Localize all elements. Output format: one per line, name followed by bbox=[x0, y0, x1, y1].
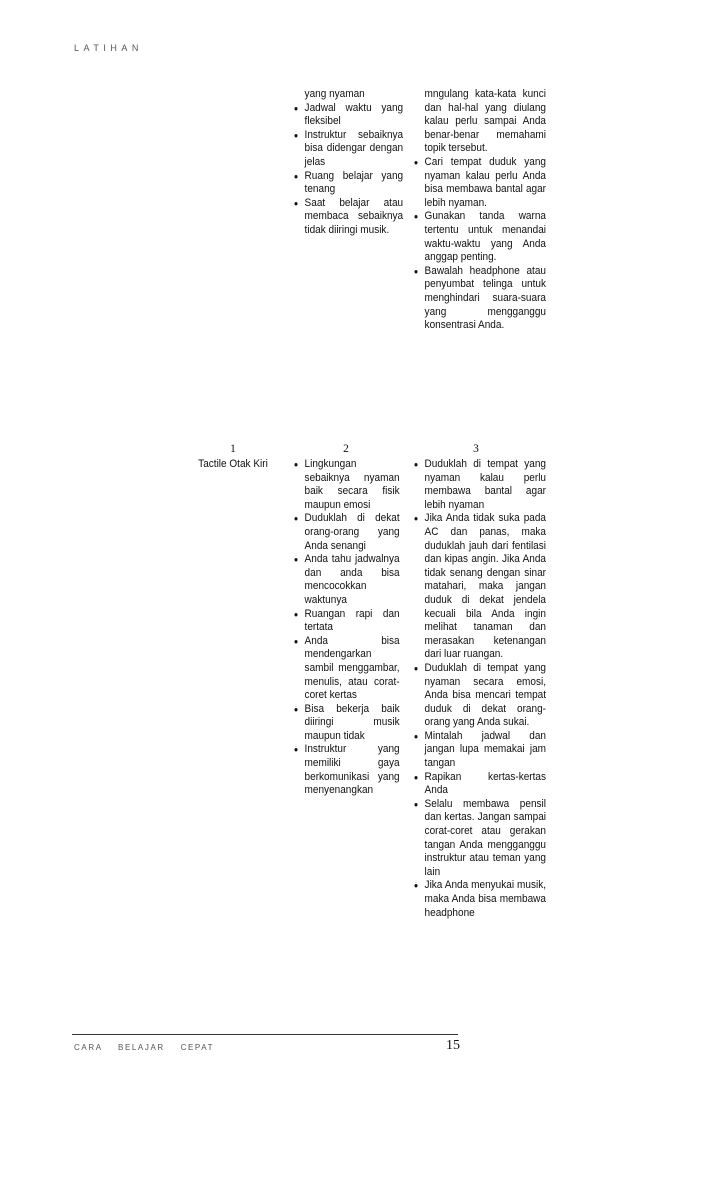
top-col3-continuation: mngulang kata-kata kunci dan hal-hal yang diulang kalau perlu sampai Anda benar-benar memahami topik tersebut. bbox=[424, 88, 546, 155]
list-item: • Gunakan tanda warna tertentu untuk menandai waktu-waktu yang Anda anggap penting. bbox=[414, 210, 546, 264]
bottom-col2-list bbox=[294, 458, 400, 798]
bottom-col2 bbox=[294, 458, 400, 798]
list-item: • Jadwal waktu yang fleksibel bbox=[294, 102, 403, 129]
list-item: • Instruktur yang memiliki gaya berkomunikasi yang menyenangkan bbox=[294, 743, 400, 797]
top-col3 bbox=[414, 88, 546, 333]
list-item: • Rapikan kertas-kertas Anda bbox=[414, 771, 546, 798]
list-item: • Bawalah headphone atau penyumbat telinga untuk menghindari suara-suara yang mengganggu konsentrasi Anda. bbox=[414, 265, 546, 333]
bottom-col3 bbox=[414, 458, 546, 920]
list-item: • Lingkungan sebaiknya nyaman baik secara fisik maupun emosi bbox=[294, 458, 400, 512]
list-item: • Jika Anda tidak suka pada AC dan panas, maka duduklah jauh dari fentilasi dan kipas angin. Jika Anda tidak senang dengan sinar matahari, maka jangan duduk di dekat jendela kecuali bila Anda ingin melihat tanaman dan merasakan ketenangan dari luar ruangan. bbox=[414, 512, 546, 662]
list-item: • Saat belajar atau membaca sebaiknya tidak diiringi musik. bbox=[294, 197, 403, 238]
list-item: • Duduklah di dekat orang-orang yang Anda senangi bbox=[294, 512, 400, 553]
list-item: • Mintalah jadwal dan jangan lupa memakai jam tangan bbox=[414, 730, 546, 771]
column-number-1: 1 bbox=[230, 443, 236, 455]
bottom-col3-list bbox=[414, 458, 546, 920]
list-item: • Duduklah di tempat yang nyaman secara emosi, Anda bisa mencari tempat duduk di dekat orang-orang yang Anda sukai. bbox=[414, 662, 546, 730]
top-col2 bbox=[294, 88, 403, 238]
page-number: 15 bbox=[446, 1038, 460, 1053]
list-item: • Ruangan rapi dan tertata bbox=[294, 608, 400, 635]
footer-rule bbox=[72, 1034, 458, 1035]
row-label: Tactile Otak Kiri bbox=[198, 458, 268, 470]
running-footer: CARA BELAJAR CEPAT bbox=[74, 1043, 215, 1052]
top-col2-continuation: yang nyaman bbox=[304, 88, 365, 100]
list-item: • Selalu membawa pensil dan kertas. Jangan sampai corat-coret atau gerakan tangan Anda mengganggu instruktur atau teman yang lain bbox=[414, 798, 546, 880]
list-item: • Anda tahu jadwalnya dan anda bisa mencocokkan waktunya bbox=[294, 553, 400, 607]
list-item: • Cari tempat duduk yang nyaman kalau perlu Anda bisa membawa bantal agar lebih nyaman. bbox=[414, 156, 546, 210]
column-number-2: 2 bbox=[343, 443, 349, 455]
list-item: • Jika Anda menyukai musik, maka Anda bisa membawa headphone bbox=[414, 879, 546, 920]
column-number-3: 3 bbox=[473, 443, 479, 455]
running-header: LATIHAN bbox=[74, 43, 143, 53]
list-item: • Anda bisa mendengarkan sambil menggambar, menulis, atau corat-coret kertas bbox=[294, 635, 400, 703]
list-item: • Duduklah di tempat yang nyaman kalau perlu membawa bantal agar lebih nyaman bbox=[414, 458, 546, 512]
top-col3-list bbox=[414, 156, 546, 333]
top-col2-list bbox=[294, 102, 403, 238]
list-item: • Instruktur sebaiknya bisa didengar dengan jelas bbox=[294, 129, 403, 170]
list-item: • Bisa bekerja baik diiringi musik maupun tidak bbox=[294, 703, 400, 744]
list-item: • Ruang belajar yang tenang bbox=[294, 170, 403, 197]
